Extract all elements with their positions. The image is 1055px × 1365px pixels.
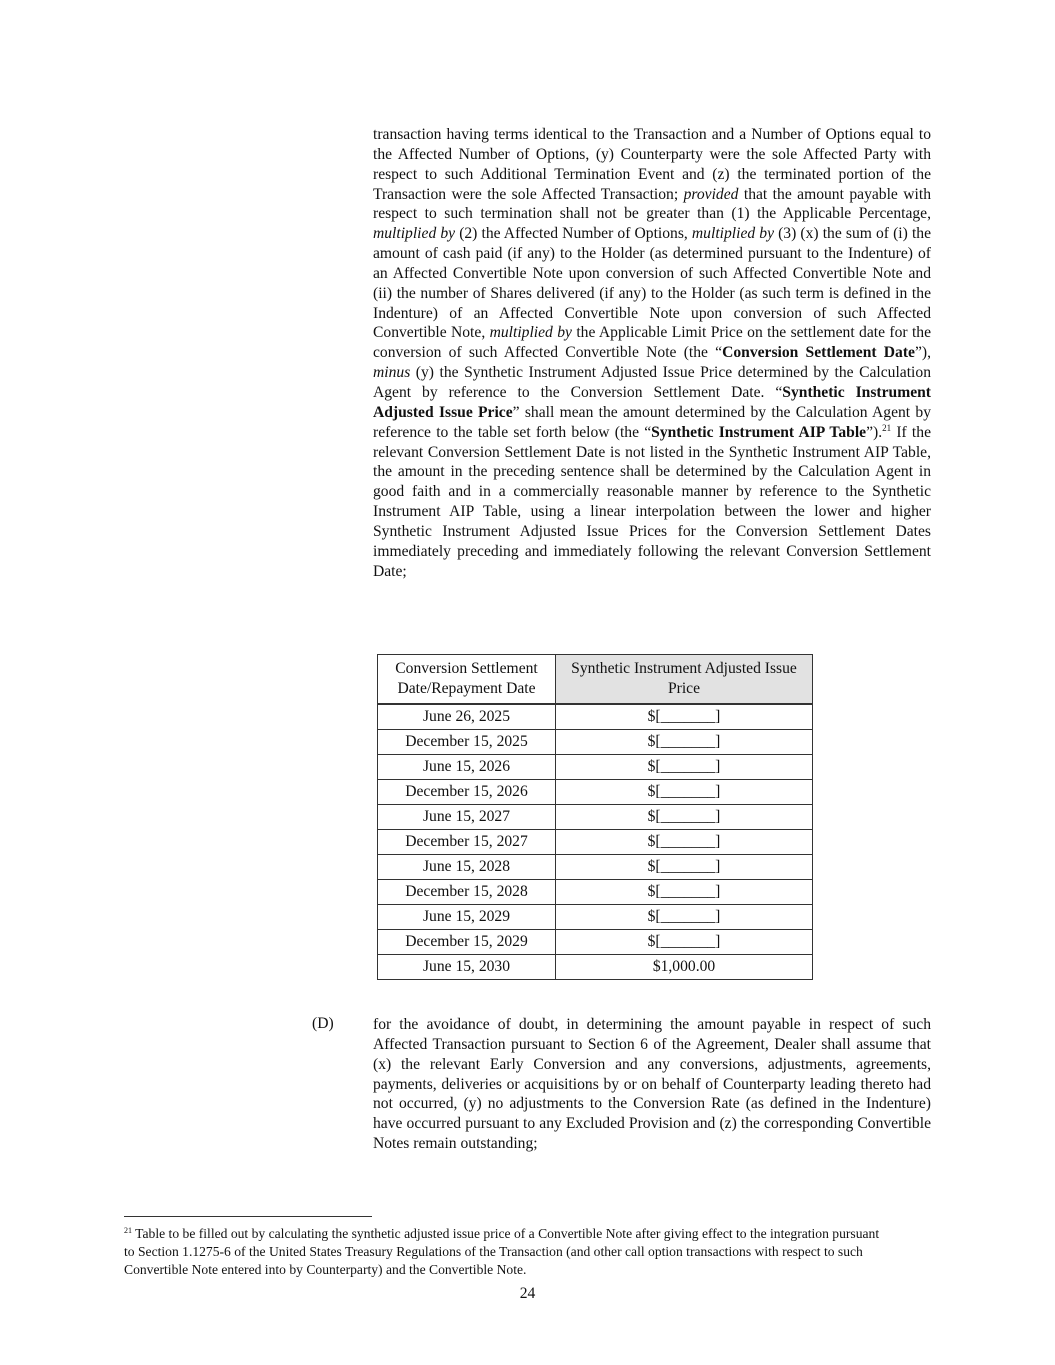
table-row [378,930,813,955]
price-cell: $[_______] [556,880,813,905]
price-cell: $[_______] [556,805,813,830]
body-paragraph-avoidance-of-doubt: for the avoidance of doubt, in determining the amount payable in respect of such Affected Transaction pursuant to Section 6 of the Agreement, Dealer shall assume that (x) the relevant Early Conversion and any conversions, adjustments, agreements, payments, deliveries or acquisitions by or on behalf of Counterparty leading thereto had not occurred, (y) no adjustments to the Conversion Rate (as defined in the Indenture) have occurred pursuant to any Excluded Provision and (z) the corresponding Convertible Notes remain outstanding; [373,1016,931,1153]
table-row [378,855,813,880]
table-row [378,805,813,830]
table-header-date: Conversion Settlement Date/Repayment Date [378,655,556,705]
table-row [378,830,813,855]
table-row [378,755,813,780]
price-cell: $[_______] [556,930,813,955]
table-row [378,730,813,755]
date-cell: December 15, 2027 [378,830,556,855]
price-cell: $[_______] [556,830,813,855]
table-row [378,955,813,980]
table-row [378,780,813,805]
synthetic-instrument-aip-table [377,654,813,980]
price-cell: $1,000.00 [556,955,813,980]
footnote-divider [124,1216,372,1217]
date-cell: June 15, 2029 [378,905,556,930]
page-number: 24 [519,1285,536,1302]
footnote: $^{21}$ Table to be filled out by calculating the synthetic adjusted issue price of a Convertible Note after giving effect to the integration pursuant to Section 1.1275-6 of the United States Treasury Regulations of the Transaction (and other call option transactions with respect to such Convertible Note entered into by Counterparty) and the Convertible Note. [124,1226,880,1277]
price-cell: $[_______] [556,755,813,780]
date-cell: June 15, 2030 [378,955,556,980]
price-cell: $[_______] [556,780,813,805]
date-cell: December 15, 2026 [378,780,556,805]
clause-label-d: (D) [312,1015,334,1032]
price-cell: $[_______] [556,704,813,730]
table-row [378,905,813,930]
table-row [378,880,813,905]
footnote-number: 21 [124,1226,132,1235]
date-cell: December 15, 2029 [378,930,556,955]
date-cell: June 26, 2025 [378,704,556,730]
date-cell: December 15, 2025 [378,730,556,755]
date-cell: December 15, 2028 [378,880,556,905]
date-cell: June 15, 2027 [378,805,556,830]
table-header-price: Synthetic Instrument Adjusted Issue Price [556,655,813,705]
footnote-reference: 21 [882,422,892,433]
body-paragraph-termination: transaction having terms identical to the Transaction and a Number of Options equal to the Affected Number of Options, (y) Counterparty were the sole Affected Party with respect to such Additional Termination Event and (z) the terminated portion of the Transaction were the sole Affected Transaction; provided that the amount payable with respect to such termination shall not be greater than (1) the Applicable Percentage, multiplied by (2) the Affected Number of Options, multiplied by (3) (x) the sum of (i) the amount of cash paid (if any) to the Holder (as determined pursuant to the Indenture) of an Affected Convertible Note upon conversion of such Affected Convertible Note and (ii) the number of Shares delivered (if any) to the Holder (as such term is defined in the Indenture) of an Affected Convertible Note upon conversion of such Affected Convertible Note, multiplied by the Applicable Limit Price on the settlement date for the conversion of such Affected Convertible Note (the “Conversion Settlement Date”), minus (y) the Synthetic Instrument Adjusted Issue Price determined by the Calculation Agent by reference to the Conversion Settlement Date. “Synthetic Instrument Adjusted Issue Price” shall mean the amount determined by the Calculation Agent by reference to the table set forth below (the “Synthetic Instrument AIP Table”).$^{21}$ If the relevant Conversion Settlement Date is not listed in the Synthetic Instrument AIP Table, the amount in the preceding sentence shall be determined by the Calculation Agent in good faith and in a commercially reasonable manner by reference to the Synthetic Instrument AIP Table, using a linear interpolation between the lower and higher Synthetic Instrument Adjusted Issue Prices for the Conversion Settlement Dates immediately preceding and immediately following the relevant Conversion Settlement Date; [373,126,932,580]
date-cell: June 15, 2026 [378,755,556,780]
price-cell: $[_______] [556,730,813,755]
price-cell: $[_______] [556,905,813,930]
date-cell: June 15, 2028 [378,855,556,880]
price-cell: $[_______] [556,855,813,880]
table-row [378,704,813,730]
